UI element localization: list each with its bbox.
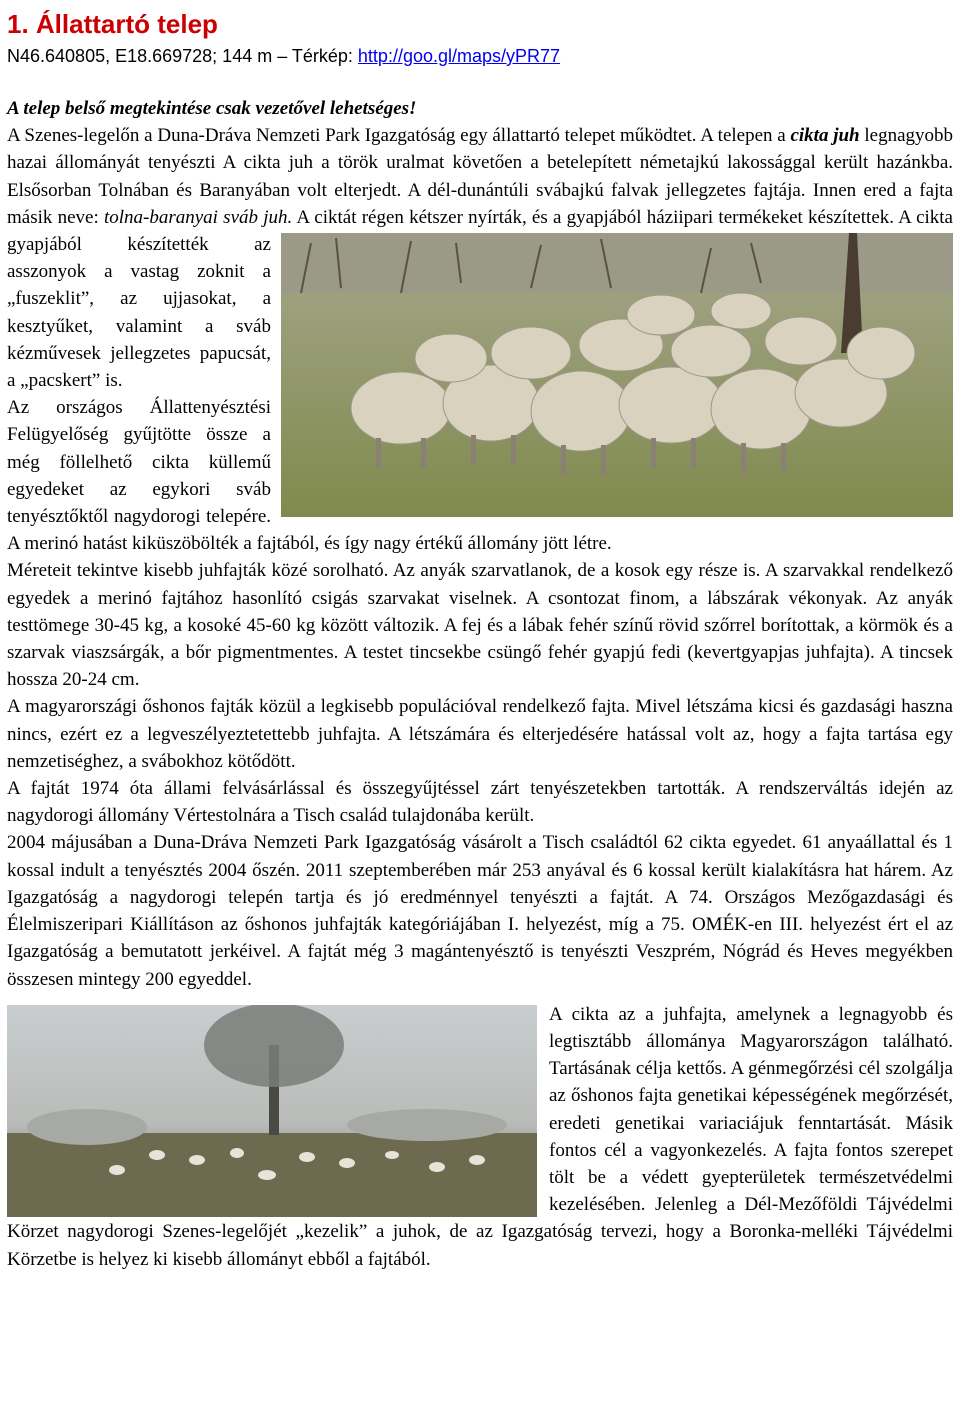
- page-title: 1. Állattartó telep: [7, 9, 218, 39]
- visit-notice: A telep belső megtekintése csak vezetővel lehetséges!: [7, 98, 417, 119]
- breed-name: cikta juh: [790, 125, 860, 147]
- sheep-flock-photo: [281, 233, 953, 517]
- paragraph-history: A fajtát 1974 óta állami felvásárlással és összegyűjtéssel zárt tenyészetekben tartották. A rendszerváltás idején az nagydorogi állomány Vértestolnára a Tisch család tulajdonába került.: [7, 778, 953, 827]
- paragraph-ownership: 2004 májusában a Duna-Dráva Nemzeti Park Igazgatóság vásárolt a Tisch családtól 62 cikta egyedet. 61 anyaállattal és 1 kossal indult a tenyésztés 2004 őszén. 2011 szeptemberében már 253 anyával és 6 kossal került kialakításra hat hárem. Az Igazgatóság a nagydorogi telepén tartja és jó eredménnyel tenyészti a fajtát. A 74. Országos Mezőgazdasági és Élelmiszeripari Kiállításon az őshonos juhfajták kategóriájában I. helyezést, míg a 75. OMÉK-en III. helyezést ért el az Igazgatóság a bemutatott jerkéivel. A fajtát még 3 magántenyésztő is tenyészti Veszprém, Nógrád és Heves megyékben összesen mintegy 200 egyeddel.: [7, 832, 953, 990]
- intro-paragraph: A Szenes-legelőn a Duna-Dráva Nemzeti Park Igazgatóság egy állattartó telepet működtet. A telepen a cikta juh legnagyobb hazai állományát tenyészti A cikta juh a török uralmat követően a betelepített németajkú lakossággal került hazánkba. Elsősorban Tolnában és Baranyában volt elterjedt. A dél-dunántúli svábajkú falvak jellegzetes fajtája. Innen ered a fajta másik neve: tolna-baranyai sváb juh. A ciktát régen kétszer nyírták, és a gyapjából háziipari termékeket készítettek. A cikta gyapjából készítették az asszonyok a vastag zoknit a „fuszeklit”, az ujjasokat, a kesztyűket, valamint a sváb kézművesek jellegzetes papucsát, a „pacskert” is.: [7, 122, 953, 394]
- location-line: [7, 43, 953, 69]
- paragraph-population: A magyarországi őshonos fajták közül a legkisebb populációval rendelkező fajta. Mivel létszáma kicsi és gazdasági haszna nincs, ezért ez a legveszélyeztetettebb juhfajta. A létszámára és elterjedésére hatással volt az, hogy a fajta tartása egy nemzetiséghez, a svábokhoz kötődött.: [7, 696, 953, 772]
- alternate-name: tolna-baranyai sváb juh.: [103, 206, 293, 228]
- paragraph-description: Méreteit tekintve kisebb juhfajták közé sorolható. Az anyák szarvatlanok, de a kosok egy része is. A szarvakkal rendelkező egyedek a merinó fajtához hasonlító csigás szarvakat viselnek. A csontozat finom, a lábszárak vékonyak. Az anyák testtömege 30-45 kg, a kosoké 45-60 kg között változik. A fej és a lábak fehér színű rövid szőrrel borítottak, a körmök és a szarvak viaszsárgák, a bőr pigmentmentes. A testet tincsekbe csüngő fehér gyapjú fedi (kevertgyapjas juhfajta). A tincsek hossza 20-24 cm.: [7, 560, 953, 691]
- document-page: [7, 0, 953, 1273]
- foggy-pasture-photo: [7, 1005, 537, 1217]
- map-link[interactable]: http://goo.gl/maps/yPR77: [357, 46, 561, 66]
- paragraph-collection: Az országos Állattenyésztési Felügyelőség gyűjtötte össze a még föllelhető cikta küllemű egyedeket az egykori sváb tenyésztőktől nagydorogi telepére. A merinó hatást kiküszöbölték a fajtából, és így nagy értékű állomány jött létre.: [7, 397, 612, 555]
- coordinates-text: N46.640805, E18.669728; 144 m – Térkép:: [7, 46, 358, 66]
- paragraph-purpose: A cikta az a juhfajta, amelynek a legnagyobb és legtisztább állománya Magyarországon található. Tartásának célja kettős. A génmegőrzési cél szolgálja az őshonos fajta genetikai képességének megőrzését, eredeti genetikai variaciájuk fenntartását. Másik fontos cél a vagyonkezelés. A fajta fontos szerepet tölt be a védett gyepterületek természetvédelmi kezelésében. Jelenleg a Dél-Mezőföldi Tájvédelmi Körzet nagydorogi Szenes-legelőjét „kezelik” a juhok, de az Igazgatóság tervezi, hogy a Boronka-melléki Tájvédelmi Körzetbe is helyez ki kisebb állományt ebből a fajtából.: [7, 1003, 953, 1270]
